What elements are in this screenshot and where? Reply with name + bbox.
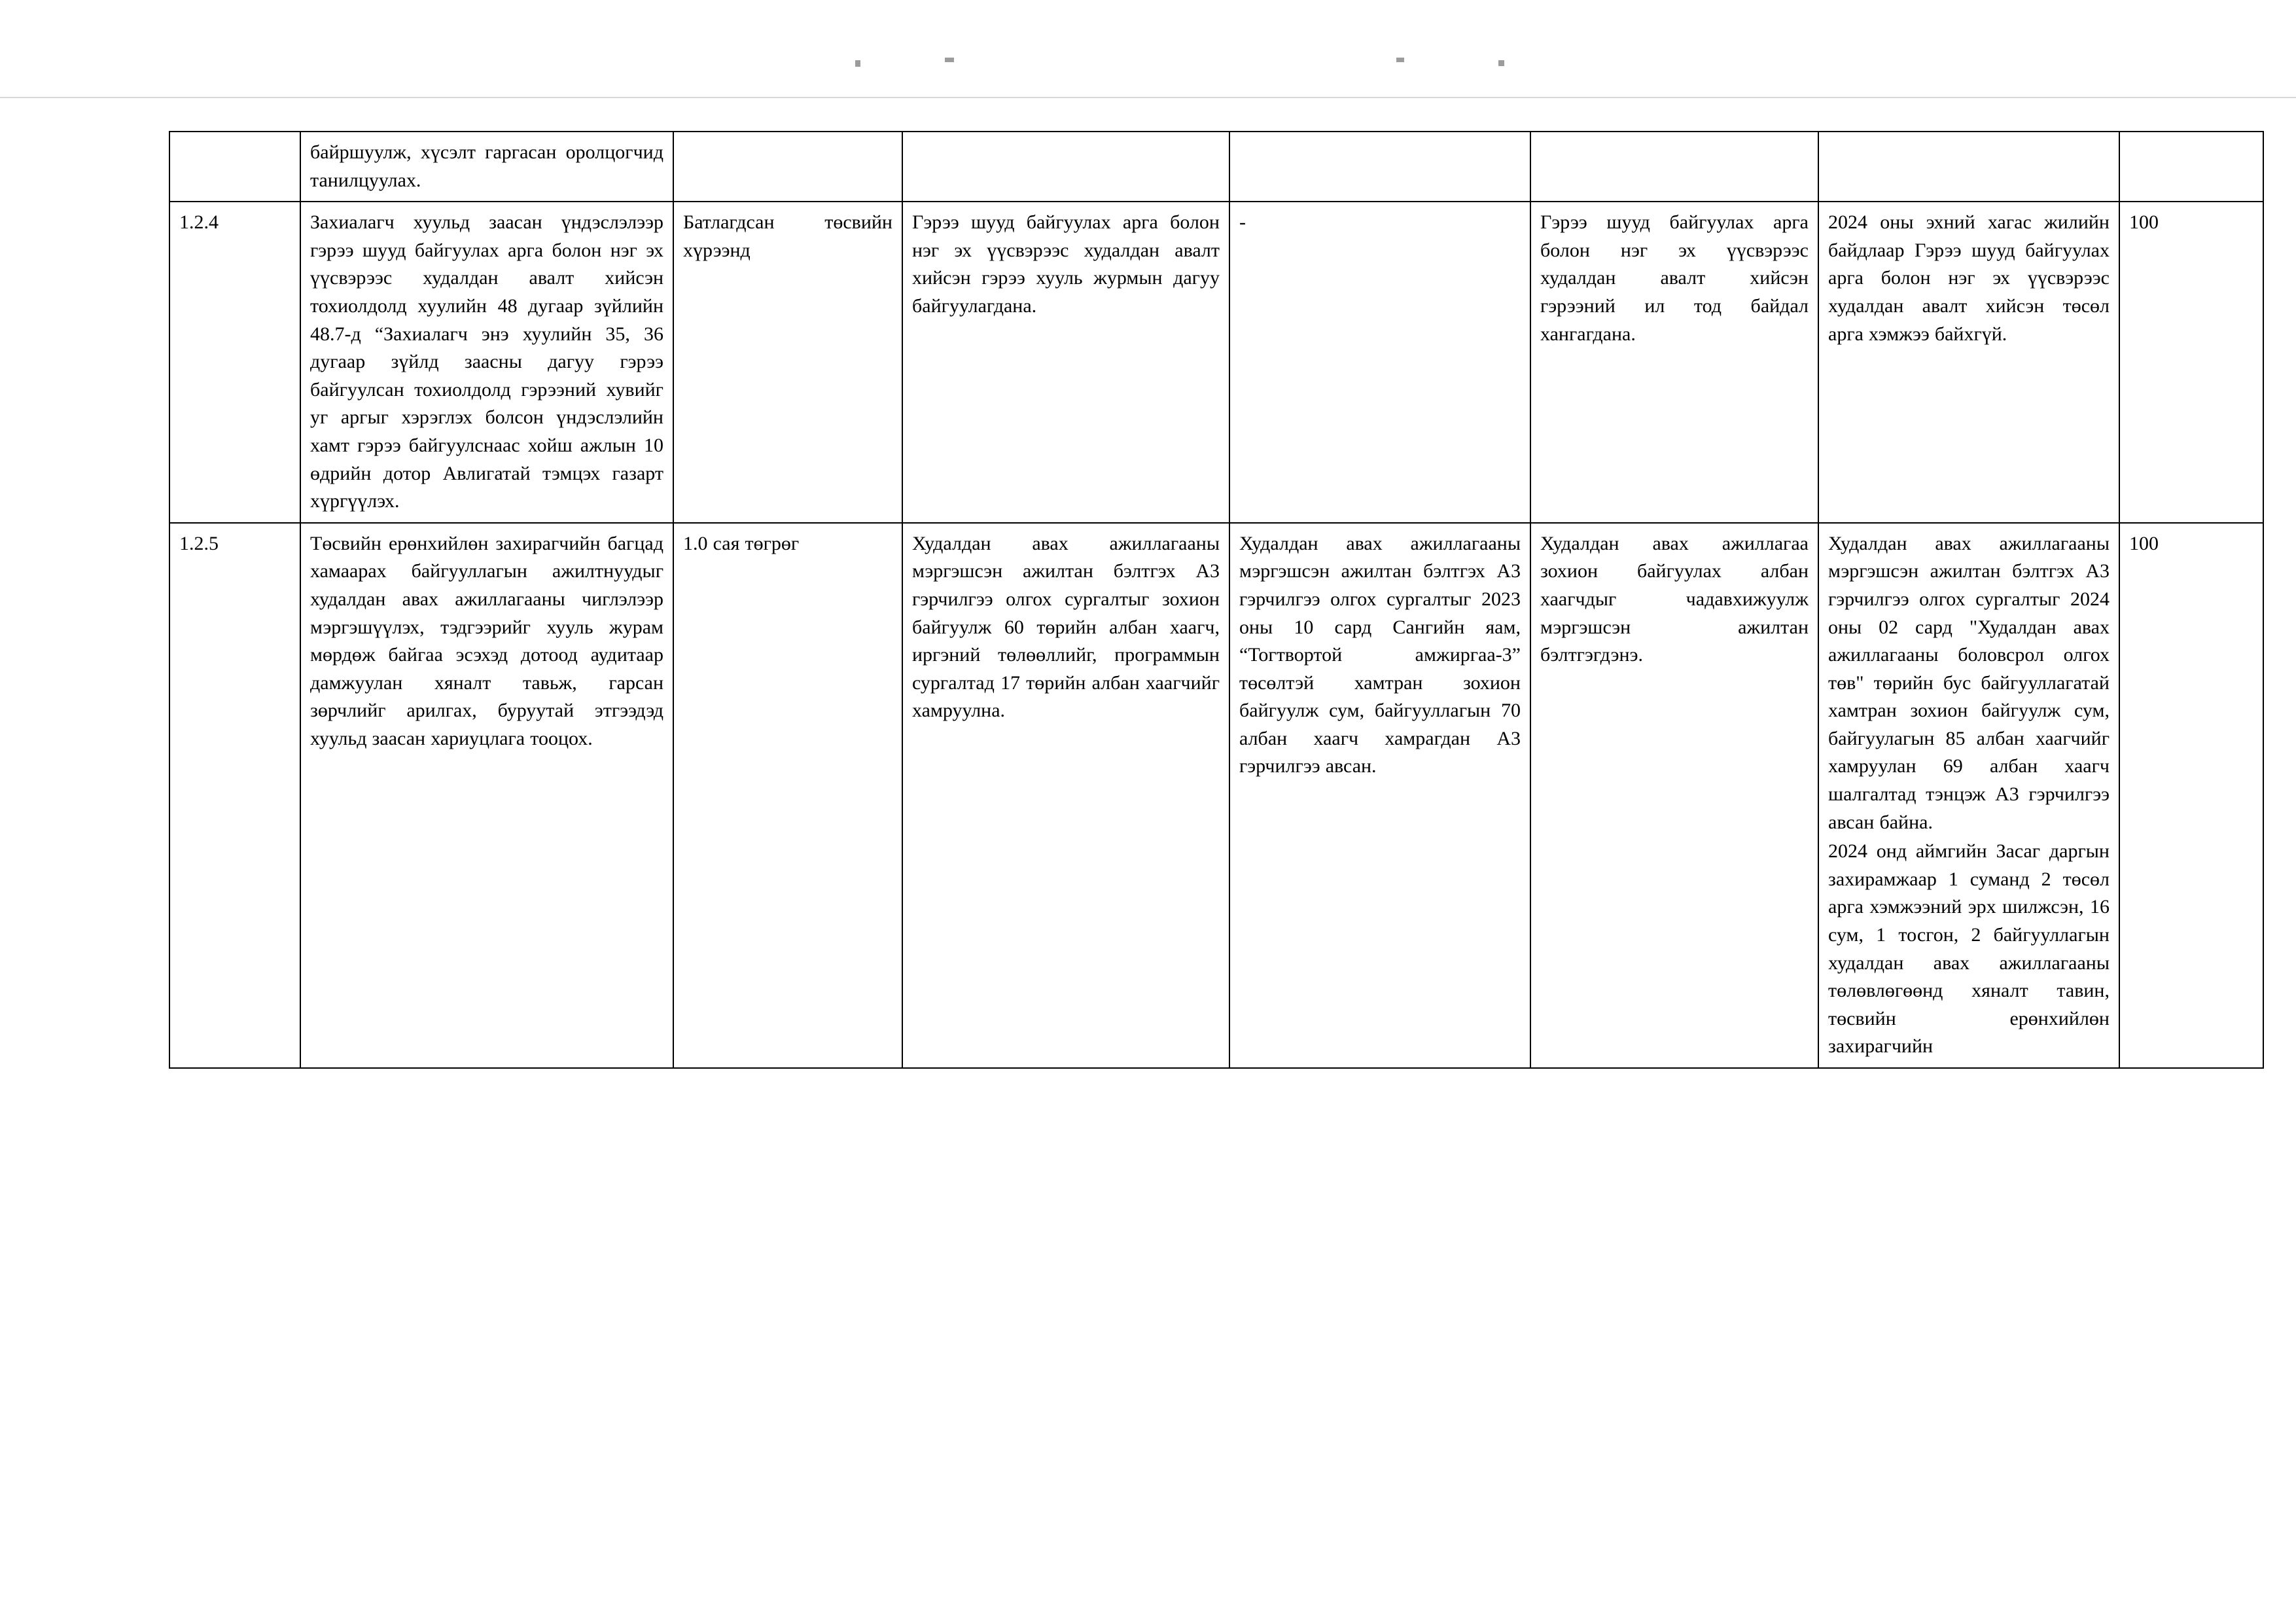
measure-cell: Төсвийн ерөнхийлөн захирагчийн багцад хамаарах байгууллагын ажилтнуудыг худалдан авах ажиллагааны чиглэлээр мэргэшүүлэх, тэдгээрийг хууль журам мөрдөж байгаа эсэхэд дотоод аудитаар дамжуулан хяналт тавьж, гарсан зөрчлийг арилгах, буруутай этгээдэд хуульд заасан хариуцлага тооцох.: [300, 523, 673, 1068]
indicator-cell: [1229, 132, 1530, 202]
table-row: [169, 202, 2263, 523]
report-table: [169, 131, 2264, 1069]
indicator-cell: -: [1229, 202, 1530, 523]
page-header-rule: [0, 97, 2296, 98]
result-cell: Гэрээ шууд байгуулах арга болон нэг эх үүсвэрээс худалдан авалт хийсэн гэрээний ил тод байдал хангагдана.: [1530, 202, 1818, 523]
budget-cell: [673, 132, 902, 202]
row-number-cell: [169, 132, 300, 202]
percent-cell: 100: [2119, 523, 2263, 1068]
measure-cell: Захиалагч хуульд заасан үндэслэлээр гэрээ шууд байгуулах арга болон нэг эх үүсвэрээс худалдан авалт хийсэн тохиолдолд хуулийн 48 дугаар зүйлийн 48.7-д “Захиалагч энэ хуулийн 35, 36 дугаар зүйлд заасны дагуу гэрээ байгуулсан тохиолдолд гэрээний хувийг уг аргыг хэрэглэх болсон үндэслэлийн хамт гэрээ байгуулснаас хойш ажлын 10 өдрийн дотор Авлигатай тэмцэх газарт хүргүүлэх.: [300, 202, 673, 523]
row-number-cell: 1.2.5: [169, 523, 300, 1068]
scan-artifact-1: [855, 60, 860, 67]
status-paragraph: 2024 онд аймгийн Засаг даргын захирамжаар 1 суманд 2 төсөл арга хэмжээний эрх шилжсэн, 16 сум, 1 тосгон, 2 байгууллагын худалдан авах ажиллагааны төлөвлөгөөнд хяналт тавин, төсвийн ерөнхийлөн захирагчийн: [1828, 840, 2110, 1058]
expected-outcome-cell: Гэрээ шууд байгуулах арга болон нэг эх үүсвэрээс худалдан авалт хийсэн гэрээ хууль журмын дагуу байгуулагдана.: [902, 202, 1229, 523]
status-cell: [1818, 523, 2119, 1068]
row-number-cell: 1.2.4: [169, 202, 300, 523]
report-table-container: [169, 131, 2263, 1069]
table-row: [169, 523, 2263, 1068]
scan-artifact-2: [945, 58, 954, 62]
result-cell: Худалдан авах ажиллагаа зохион байгуулах албан хаагчдыг чадавхижуулж мэргэшсэн ажилтан бэлтгэгдэнэ.: [1530, 523, 1818, 1068]
budget-cell: Батлагдсан төсвийн хүрээнд: [673, 202, 902, 523]
status-cell: [1818, 132, 2119, 202]
percent-cell: [2119, 132, 2263, 202]
measure-cell: байршуулж, хүсэлт гаргасан оролцогчид танилцуулах.: [300, 132, 673, 202]
scan-artifact-3: [1396, 58, 1404, 62]
indicator-cell: Худалдан авах ажиллагааны мэргэшсэн ажилтан бэлтгэх А3 гэрчилгээ олгох сургалтыг 2023 оны 10 сард Сангийн яам, “Тогтвортой амжиргаа-3” төсөлтэй хамтран зохион байгуулж сум, байгууллагын 70 албан хаагч хамрагдан А3 гэрчилгээ авсан.: [1229, 523, 1530, 1068]
budget-cell: 1.0 сая төгрөг: [673, 523, 902, 1068]
scan-artifact-4: [1498, 60, 1504, 66]
status-paragraph: Худалдан авах ажиллагааны мэргэшсэн ажилтан бэлтгэх А3 гэрчилгээ олгох сургалтыг 2024 оны 02 сард "Худалдан авах ажиллагааны боловсрол олгох төв" төрийн бус байгууллагатай хамтран зохион байгуулж сум, байгуулагын 85 албан хаагчийг хамруулан 69 албан хаагч шалгалтад тэнцэж А3 гэрчилгээ авсан байна.: [1828, 532, 2110, 833]
expected-outcome-cell: Худалдан авах ажиллагааны мэргэшсэн ажилтан бэлтгэх А3 гэрчилгээ олгох сургалтыг зохион байгуулж 60 төрийн албан хаагч, иргэний төлөөллийг, программын сургалтад 17 төрийн албан хаагчийг хамруулна.: [902, 523, 1229, 1068]
status-cell: 2024 оны эхний хагас жилийн байдлаар Гэрээ шууд байгуулах арга болон нэг эх үүсвэрээс худалдан авалт хийсэн төсөл арга хэмжээ байхгүй.: [1818, 202, 2119, 523]
expected-outcome-cell: [902, 132, 1229, 202]
table-row: [169, 132, 2263, 202]
result-cell: [1530, 132, 1818, 202]
percent-cell: 100: [2119, 202, 2263, 523]
